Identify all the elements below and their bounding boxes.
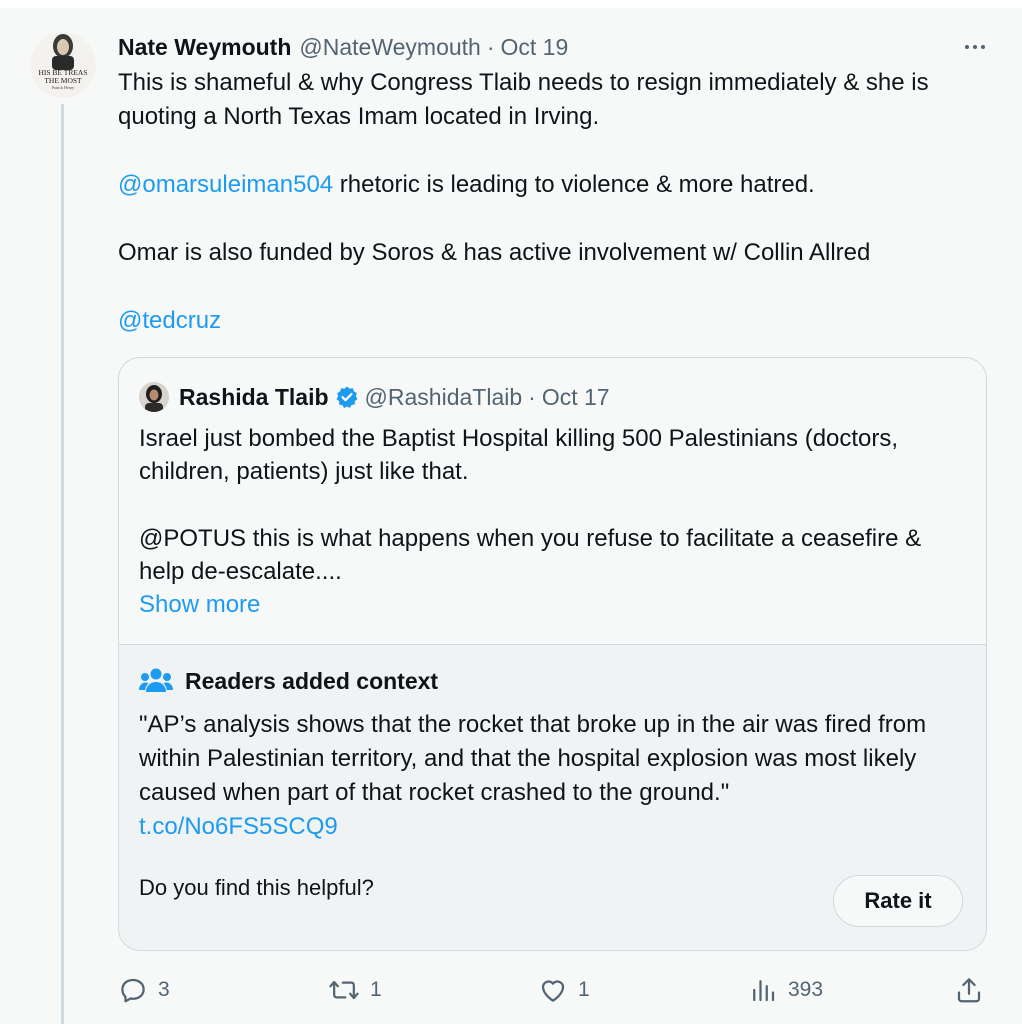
top-strip	[0, 0, 1022, 8]
more-options-icon[interactable]	[958, 30, 992, 64]
quote-header	[139, 380, 610, 414]
tweet-header	[118, 30, 992, 64]
quote-text-para2: @POTUS this is what happens when you refuse to facilitate a ceasefire & help de-escalate....	[139, 525, 922, 585]
mention-tedcruz[interactable]: @tedcruz	[118, 307, 222, 334]
community-note	[119, 644, 986, 951]
tweet-actions	[118, 970, 988, 1010]
community-note-title	[139, 667, 438, 695]
tweet-text	[118, 66, 998, 338]
quote-text	[139, 422, 969, 621]
share-button[interactable]	[954, 970, 994, 1010]
tweet-text-para1: This is shameful & why Congress Tlaib needs to resign immediately & she is quoting a North Texas Imam located in Irving.	[118, 69, 929, 130]
separator-dot: ·	[486, 33, 495, 60]
thread-line	[61, 104, 64, 1024]
quote-date: Oct 17	[541, 383, 610, 410]
views-count: 393	[788, 978, 824, 1001]
tweet-text-para2-rest: rhetoric is leading to violence & more hatred.	[333, 171, 815, 198]
avatar-text-3: Patrick Henry	[51, 85, 75, 90]
reply-button[interactable]	[118, 970, 170, 1010]
quote-avatar	[139, 382, 169, 412]
author-avatar[interactable]	[30, 32, 96, 98]
repost-icon	[328, 975, 360, 1005]
like-button[interactable]	[538, 970, 590, 1010]
tweet-text-para4	[118, 304, 998, 338]
avatar-text-1: HIS BE TREAS	[38, 68, 88, 77]
repost-count: 1	[370, 978, 382, 1001]
share-icon	[954, 975, 984, 1005]
show-more-link[interactable]: Show more	[139, 591, 261, 618]
community-note-link[interactable]: t.co/No6FS5SCQ9	[139, 813, 338, 840]
community-note-body	[139, 708, 959, 844]
repost-button[interactable]	[328, 970, 382, 1010]
heart-icon	[538, 975, 568, 1005]
author-name[interactable]: Nate Weymouth	[118, 33, 292, 60]
rate-it-button[interactable]: Rate it	[833, 875, 963, 927]
tweet-text-para2	[118, 168, 998, 202]
views-chart-icon	[748, 975, 778, 1005]
quoted-tweet[interactable]	[118, 357, 987, 951]
avatar-image	[30, 32, 96, 98]
reply-count: 3	[158, 978, 170, 1001]
quote-text-para1: Israel just bombed the Baptist Hospital killing 500 Palestinians (doctors, children, patients) just like that.	[139, 425, 899, 485]
mention-omarsuleiman[interactable]: @omarsuleiman504	[118, 171, 334, 198]
tweet-date[interactable]: Oct 19	[500, 33, 569, 60]
verified-badge-icon	[335, 385, 359, 409]
quote-separator-dot: ·	[528, 383, 536, 410]
avatar-text-2: THE MOST	[44, 76, 82, 85]
views-button[interactable]	[748, 970, 823, 1010]
community-note-quote: "AP’s analysis shows that the rocket that broke up in the air was fired from within Palestinian territory, and that the hospital explosion was most likely caused when part of that rocket crashed to the ground."	[139, 711, 927, 806]
helpful-question: Do you find this helpful?	[139, 875, 374, 900]
community-note-title-text: Readers added context	[185, 667, 439, 694]
quote-author-handle: @RashidaTlaib	[364, 383, 523, 410]
readers-people-icon	[139, 667, 173, 695]
reply-icon	[118, 975, 148, 1005]
quote-author-name: Rashida Tlaib	[179, 383, 329, 410]
tweet-text-para3: Omar is also funded by Soros & has active involvement w/ Collin Allred	[118, 239, 871, 266]
author-handle[interactable]: @NateWeymouth	[299, 33, 481, 60]
like-count: 1	[578, 978, 590, 1001]
